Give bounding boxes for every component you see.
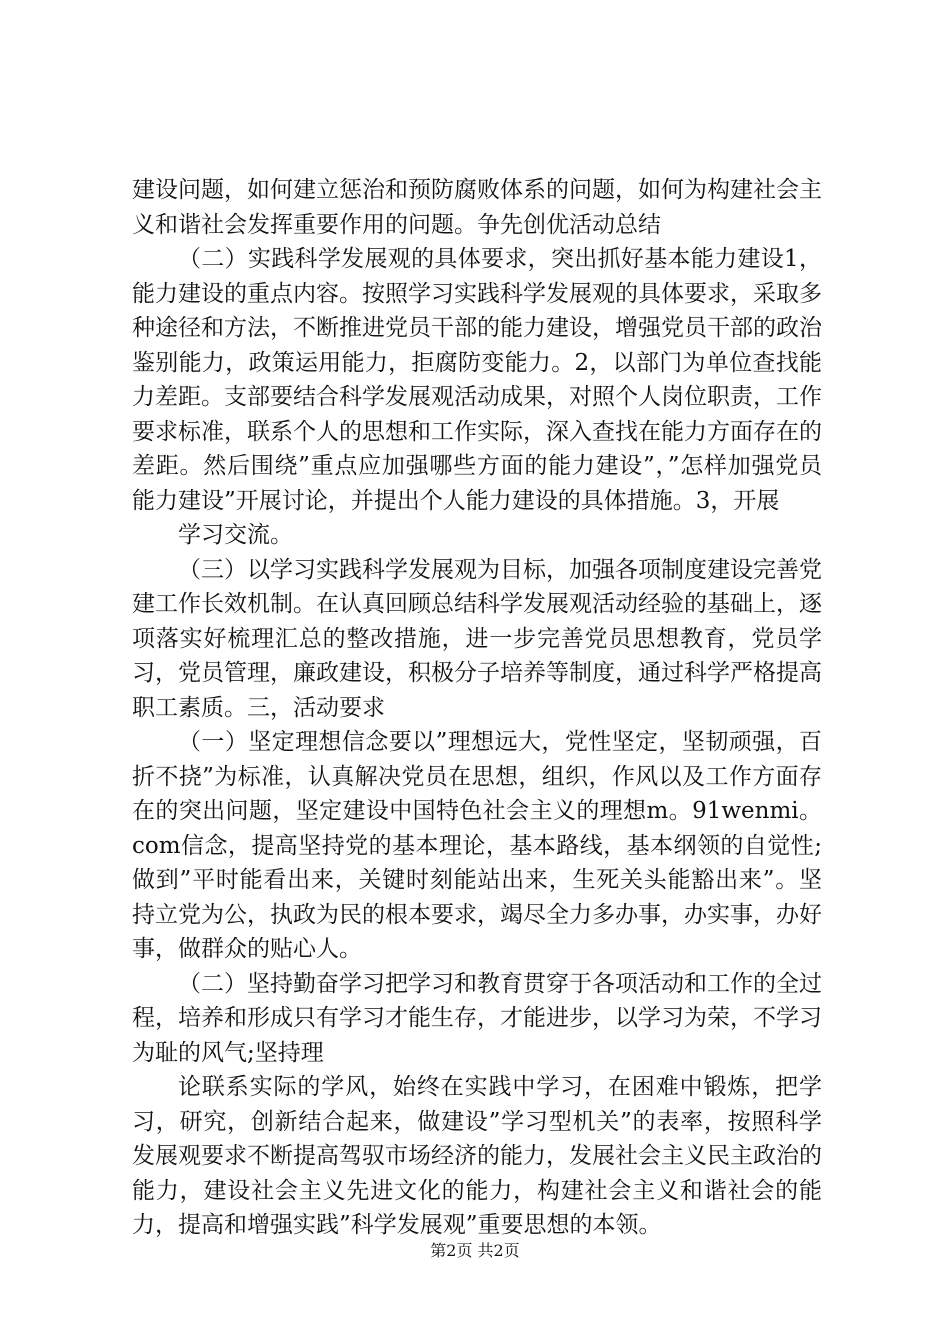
paragraph-5: （一）坚定理想信念要以”理想远大，党性坚定，坚韧顽强，百折不挠”为标准，认真解决党员在思想，组织，作风以及工作方面存在的突出问题，坚定建设中国特色社会主义的理想m。91wenmi。com信念，提高坚持党的基本理论，基本路线，基本纲领的自觉性;做到”平时能看出来，关键时刻能站出来，生死关头能豁出来”。坚持立党为公，执政为民的根本要求，竭尽全力多办事，办实事，办好事，做群众的贴心人。 xyxy=(132,729,822,962)
paragraph-2: （二）实践科学发展观的具体要求，突出抓好基本能力建设1，能力建设的重点内容。按照学习实践科学发展观的具体要求，采取多种途径和方法，不断推进党员干部的能力建设，增强党员干部的政治鉴别能力，政策运用能力，拒腐防变能力。2，以部门为单位查找能力差距。支部要结合科学发展观活动成果，对照个人岗位职责，工作要求标准，联系个人的思想和工作实际，深入查找在能力方面存在的差距。然后围绕”重点应加强哪些方面的能力建设”，”怎样加强党员能力建设”开展讨论，并提出个人能力建设的具体措施。3，开展 xyxy=(132,246,822,514)
document-body xyxy=(132,173,822,1243)
paragraph-3: 学习交流。 xyxy=(178,522,293,548)
page-footer xyxy=(0,1241,950,1261)
page-number-label: 第2页 共2页 xyxy=(430,1241,520,1260)
paragraph-6: （二）坚持勤奋学习把学习和教育贯穿于各项活动和工作的全过程，培养和形成只有学习才能生存，才能进步，以学习为荣，不学习为耻的风气;坚持理 xyxy=(132,970,822,1066)
paragraph-7: 论联系实际的学风，始终在实践中学习，在困难中锻炼，把学习，研究，创新结合起来，做建设”学习型机关”的表率，按照科学发展观要求不断提高驾驭市场经济的能力，发展社会主义民主政治的能力，建设社会主义先进文化的能力，构建社会主义和谐社会的能力，提高和增强实践”科学发展观”重要思想的本领。 xyxy=(132,1074,822,1238)
paragraph-1: 建设问题，如何建立惩治和预防腐败体系的问题，如何为构建社会主义和谐社会发挥重要作用的问题。争先创优活动总结 xyxy=(132,177,822,238)
paragraph-4: （三）以学习实践科学发展观为目标，加强各项制度建设完善党建工作长效机制。在认真回顾总结科学发展观活动经验的基础上，逐项落实好梳理汇总的整改措施，进一步完善党员思想教育，党员学习，党员管理，廉政建设，积极分子培养等制度，通过科学严格提高职工素质。三，活动要求 xyxy=(132,556,822,721)
